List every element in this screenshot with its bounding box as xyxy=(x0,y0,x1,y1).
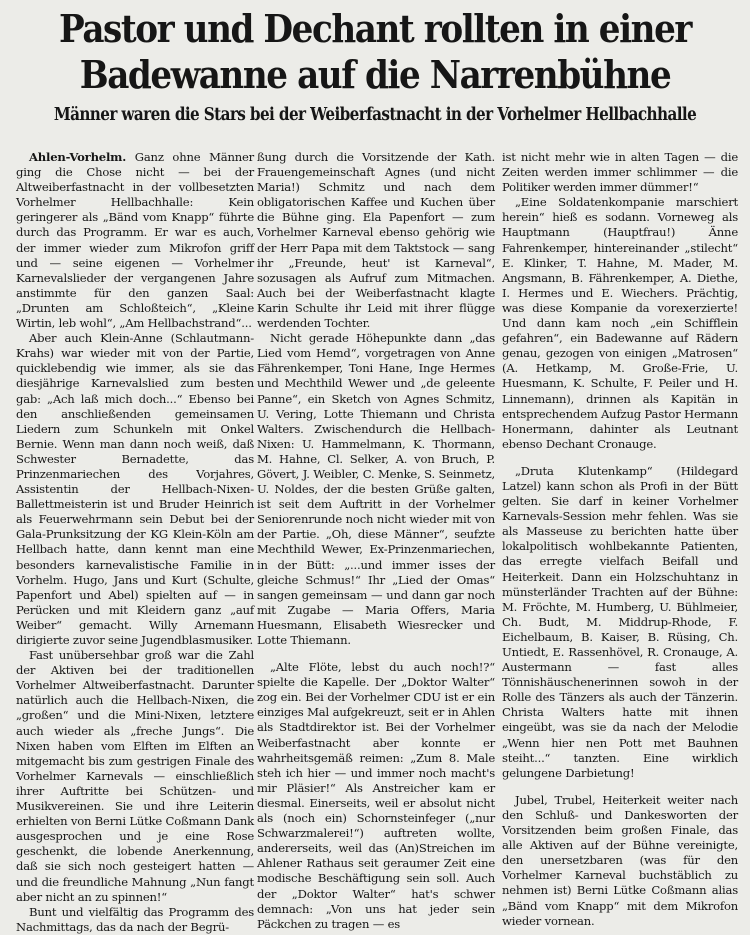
column-1 xyxy=(16,150,254,934)
headline-line-1: Pastor und Dechant rollten in einer xyxy=(58,6,692,51)
dateline: Ahlen-Vorhelm. xyxy=(29,150,127,164)
paragraph: „Alte Flöte, lebst du auch noch!?“ spielte die Kapelle. Der „Doktor Walter“ zog ein. Bei der Vorhelmer CDU ist er ein einziges Mal aufgekreuzt, seit er in Ahlen als Stadtdirektor ist. Bei der Vorhelmer Weiberfastnacht aber konnte er wahrheitsgemäß reimen: „Zum 8. Male steh ich hier — und immer noch macht's mir Pläsier!“ Als Anstreicher kam er diesmal. Einerseits, weil er absolut nicht als (noch ein) Schornsteinfeger („nur Schwarzmalerei!“) auftreten wollte, andererseits, weil das (An)Streichen im Ahlener Rathaus seit geraumer Zeit eine modische Beschäftigung sein soll. Auch der „Doktor Walter“ hat's schwer demnach: „Von uns hat jeder sein Päckchen zu tragen — es xyxy=(257,660,495,931)
paragraph: ist nicht mehr wie in alten Tagen — die Zeiten werden immer schlimmer — die Politiker werden immer dümmer!“ xyxy=(502,150,738,195)
headline-line-2: Badewanne auf die Narrenbühne xyxy=(79,52,671,97)
column-2 xyxy=(257,150,495,931)
article-body xyxy=(0,150,750,934)
paragraph xyxy=(16,150,254,331)
paragraph: Bunt und vielfältig das Programm des Nachmittags, das da nach der Begrü- xyxy=(16,904,254,934)
paragraph: Nicht gerade Höhepunkte dann „das Lied vom Hemd“, vorgetragen von Anne Fährenkemper, Toni Hane, Inge Hermes und Mechthild Wewer und „de geleente Panne“, ein Sketch von Agnes Schmitz, U. Vering, Lotte Thiemann und Christa Walters. Zwischendurch die Hellbach-Nixen: U. Hammelmann, K. Thormann, M. Hahne, Cl. Selker, A. von Bruch, P. Gövert, J. Weibler, C. Menke, S. Seinmetz, U. Noldes, der die besten Grüße galten, ist seit dem Auftritt in der Vorhelmer Seniorenrunde noch nicht wieder mit von der Partie. „Oh, diese Männer“, seufzte Mechthild Wewer, Ex-Prinzenmariechen, in der Bütt: „...und immer isses der gleiche Schmus!“ Ihr „Lied der Omas“ sangen gemeinsam — und dann gar noch mit Zugabe — Maria Offers, Maria Huesmann, Elisabeth Wiesrecker und Lotte Thiemann. xyxy=(257,331,495,647)
column-3 xyxy=(502,150,738,928)
subheadline: Männer waren die Stars bei der Weiberfastnacht in der Vorhelmer Hellbachhalle xyxy=(53,105,697,125)
paragraph: Jubel, Trubel, Heiterkeit weiter nach den Schluß- und Dankesworten der Vorsitzenden beim großen Finale, das alle Aktiven auf der Bühne vereinigte, den unersetzbaren (was für den Vorhelmer Karneval buchstäblich zu nehmen ist) Berni Lütke Coßmann alias „Bänd vom Knapp“ mit dem Mikrofon wieder vornean. xyxy=(502,792,738,928)
paragraph-text: Ganz ohne Männer ging die Chose nicht — bei der Altweiberfastnacht in der vollbesetzten Vorhelmer Hellbachhalle: Kein geringerer als „Bänd vom Knapp“ führte durch das Programm. Er war es auch, der immer wieder zum Mikrofon griff und — seine eigenen — Vorhelmer Karnevalslieder der vergangenen Jahre anstimmte für den ganzen Saal: „Drunten am Schloßteich“, „Kleine Wirtin, leb wohl“, „Am Hellbachstrand“... xyxy=(16,150,254,331)
paragraph: „Druta Klutenkamp“ (Hildegard Latzel) kann schon als Profi in der Bütt gelten. Sie darf in keiner Vorhelmer Karnevals-Session mehr fehlen. Was sie als Masseuse zu berichten hatte über lokalpolitisch wohlbekannte Patienten, das erregte vielfach Beifall und Heiterkeit. Dann ein Holzschuhtanz in münsterländer Trachten auf der Bühne: M. Fröchte, M. Humberg, U. Bühlmeier, Ch. Budt, M. Middrup-Rhode, F. Eichelbaum, B. Kaiser, B. Rüsing, Ch. Untiedt, E. Rassenhövel, R. Cronauge, A. Austermann — fast alles Tönnishäuschenerinnen sowoh in der Rolle des Tänzers als auch der Tänzerin. Christa Walters hatte mit ihnen eingeübt, was sie da nach der Melodie „Wenn hier nen Pott met Bauhnen steiht...“ tanzten. Eine wirklich gelungene Darbietung! xyxy=(502,463,738,780)
paragraph: ßung durch die Vorsitzende der Kath. Frauengemeinschaft Agnes (und nicht Maria!) Schmitz und nach dem obligatorischen Kaffee und Kuchen über die Bühne ging. Ela Papenfort — zum Vorhelmer Karneval ebenso gehörig wie der Herr Papa mit dem Taktstock — sang ihr „Freunde, heut' ist Karneval“, sozusagen als Aufruf zum Mitmachen. Auch bei der Weiberfastnacht klagte Karin Schulte ihr Leid mit ihrer flügge werdenden Tochter. xyxy=(257,150,495,331)
paragraph: Fast unübersehbar groß war die Zahl der Aktiven bei der traditionellen Vorhelmer Altweiberfastnacht. Darunter natürlich auch die Hellbach-Nixen, die „großen“ und die Mini-Nixen, letztere auch wieder als „freche Jungs“. Die Nixen haben vom Elften im Elften an mitgemacht bis zum gestrigen Finale des Vorhelmer Karnevals — einschließlich ihrer Auftritte bei Schützen- und Musikvereinen. Sie und ihre Leiterin erhielten von Berni Lütke Coßmann Dank ausgesprochen und je eine Rose geschenkt, die lobende Anerkennung, daß sie sich noch gesteigert hatten — und die freundliche Mahnung „Nun fangt aber nicht an zu spinnen!“ xyxy=(16,648,254,904)
paragraph: Aber auch Klein-Anne (Schlautmann-Krahs) war wieder mit von der Partie, quicklebendig wie immer, als sie das diesjährige Karnevalslied zum besten gab: „Ach laß mich doch...“ Ebenso bei den anschließenden gemeinsamen Liedern zum Schunkeln mit Onkel Bernie. Wenn man dann noch weiß, daß Schwester Bernadette, das Prinzenmariechen des Vorjahres, Assistentin der Hellbach-Nixen-Ballettmeisterin ist und Bruder Heinrich als Feuerwehrmann sein Debut bei der Gala-Prunksitzung der KG Klein-Köln am Hellbach hatte, dann kennt man eine besonders karnevalistische Familie in Vorhelm. Hugo, Jans und Kurt (Schulte, Papenfort und Abel) spielten auf — in Perücken und mit Kleidern ganz „auf Weiber“ gemacht. Willy Arnemann dirigierte zuvor seine Jugendblasmusiker. xyxy=(16,331,254,647)
headline xyxy=(38,0,713,98)
paragraph: „Eine Soldatenkompanie marschiert herein“ hieß es sodann. Vorneweg als Hauptmann (Hauptfrau!) Änne Fahrenkemper, hintereinander „stilecht“ E. Klinker, T. Hahne, M. Mader, M. Angsmann, B. Fährenkemper, A. Diethe, I. Hermes und E. Wiechers. Prächtig, was diese Kompanie da vorexerzierte! Und dann kam noch „ein Schifflein gefahren“, ein Badewanne auf Rädern genau, gezogen von einigen „Matrosen“ (A. Hetkamp, M. Große-Frie, U. Huesmann, K. Schulte, F. Peiler und H. Linnemann), drinnen als Kapitän in entsprechendem Aufzug Pastor Hermann Honermann, dahinter als Leutnant ebenso Dechant Cronauge. xyxy=(502,195,738,451)
